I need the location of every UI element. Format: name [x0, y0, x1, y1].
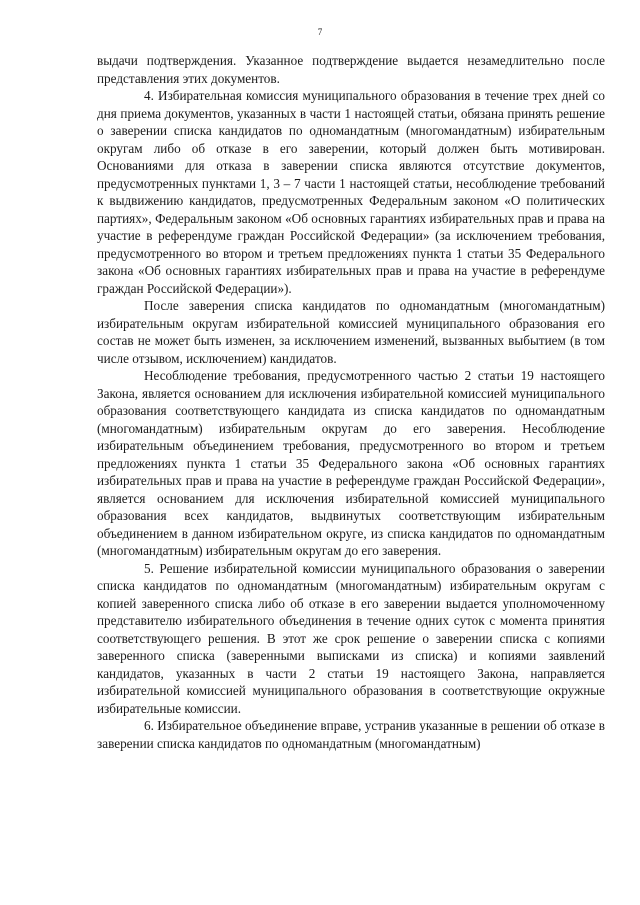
paragraph-list-composition: После заверения списка кандидатов по одномандатным (многомандатным) избирательным округам избирательной комиссией муниципального образования его состав не может быть изменен, за исключением изменений, вызванных выбытием (в том числе отзывом, исключением) кандидатов. — [97, 298, 605, 366]
page-number: 7 — [317, 27, 323, 37]
paragraph-item-4: 4. Избирательная комиссия муниципального образования в течение трех дней со дня приема документов, указанных в части 1 настоящей статьи, обязана принять решение о заверении списка кандидатов по одномандатным (многомандатным) избирательным округам либо об отказе в его заверении, который должен быть мотивирован. Основаниями для отказа в заверении списка являются отсутствие документов, предусмотренных пунктами 1, 3 – 7 части 1 настоящей статьи, несоблюдение требований к выдвижению кандидатов, предусмотренных Федеральным законом «О политических партиях», Федеральным законом «Об основных гарантиях избирательных прав и права на участие в референдуме граждан Российской Федерации» (за исключением требования, предусмотренного во втором и третьем предложениях пункта 1 статьи 35 Федерального закона «Об основных гарантиях избирательных прав и права на участие в референдуме граждан Российской Федерации»). — [97, 88, 605, 296]
paragraph-noncompliance: Несоблюдение требования, предусмотренного частью 2 статьи 19 настоящего Закона, является основанием для исключения избирательной комиссией муниципального образования соответствующего кандидата из списка кандидатов по одномандатным (многомандатным) избирательным округам до его заверения. Несоблюдение избирательным объединением требования, предусмотренного во втором и третьем предложениях пункта 1 статьи 35 Федерального закона «Об основных гарантиях избирательных прав и права на участие в референдуме граждан Российской Федерации», является основанием для исключения избирательной комиссией муниципального образования всех кандидатов, выдвинутых соответствующим избирательным объединением в данном избирательном округе, из списка кандидатов по одномандатным (многомандатным) избирательным округам до его заверения. — [97, 368, 605, 558]
paragraph-item-6: 6. Избирательное объединение вправе, устранив указанные в решении об отказе в заверении списка кандидатов по одномандатным (многомандатным) — [97, 718, 605, 751]
document-body — [97, 52, 605, 752]
paragraph-item-5: 5. Решение избирательной комиссии муниципального образования о заверении списка кандидатов по одномандатным (многомандатным) избирательным округам с копией заверенного списка либо об отказе в его заверении выдается уполномоченному представителю избирательного объединения в течение одних суток с момента принятия соответствующего решения. В этот же срок решение о заверении списка с копиями заверенного списка (заверенными выписками из списка) и копиями заявлений кандидатов, указанных в части 2 статьи 19 настоящего Закона, направляется избирательной комиссией муниципального образования в соответствующие окружные избирательные комиссии. — [97, 560, 605, 716]
paragraph-continuation: выдачи подтверждения. Указанное подтверждение выдается незамедлительно после представления этих документов. — [97, 53, 605, 86]
